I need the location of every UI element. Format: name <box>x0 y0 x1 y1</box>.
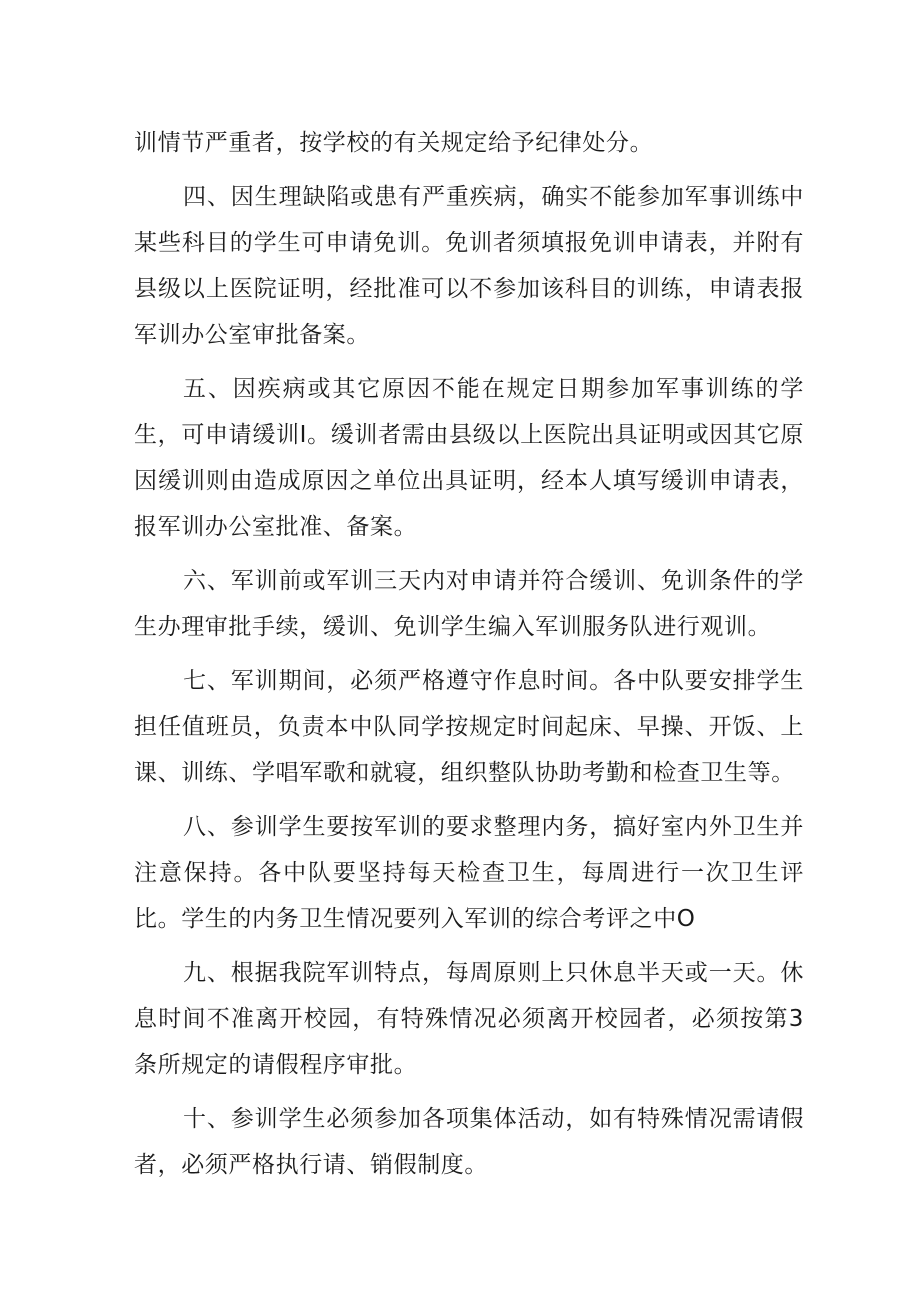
paragraph-item-9: 九、根据我院军训特点，每周原则上只休息半天或一天。休息时间不准离开校园，有特殊情况必须离开校园者，必须按第3条所规定的请假程序审批。 <box>134 960 804 1078</box>
paragraph-item-4: 四、因生理缺陷或患有严重疾病，确实不能参加军事训练中某些科目的学生可申请免训。免训者须填报免训申请表，并附有县级以上医院证明，经批准可以不参加该科目的训练，申请表报军训办公室审批备案。 <box>134 184 804 348</box>
paragraph-item-6: 六、军训前或军训三天内对申请并符合缓训、免训条件的学生办理审批手续，缓训、免训学生编入军训服务队进行观训。 <box>134 568 804 640</box>
paragraph-item-8: 八、参训学生要按军训的要求整理内务，搞好室内外卫生并注意保持。各中队要坚持每天检查卫生，每周进行一次卫生评比。学生的内务卫生情况要列入军训的综合考评之中O <box>134 814 804 932</box>
paragraph-continuation: 训情节严重者，按学校的有关规定给予纪律处分。 <box>134 130 654 156</box>
paragraph-item-5: 五、因疾病或其它原因不能在规定日期参加军事训练的学生，可申请缓训I。缓训者需由县级以上医院出具证明或因其它原因缓训则由造成原因之单位出具证明，经本人填写缓训申请表，报军训办公室批准、备案。 <box>134 376 804 540</box>
document-body <box>134 120 804 1188</box>
paragraph-item-7: 七、军训期间，必须严格遵守作息时间。各中队要安排学生担任值班员，负责本中队同学按规定时间起床、早操、开饭、上课、训练、学唱军歌和就寝，组织整队协助考勤和检查卫生等。 <box>134 668 804 786</box>
paragraph-item-10: 十、参训学生必须参加各项集体活动，如有特殊情况需请假者，必须严格执行请、销假制度。 <box>134 1106 804 1178</box>
